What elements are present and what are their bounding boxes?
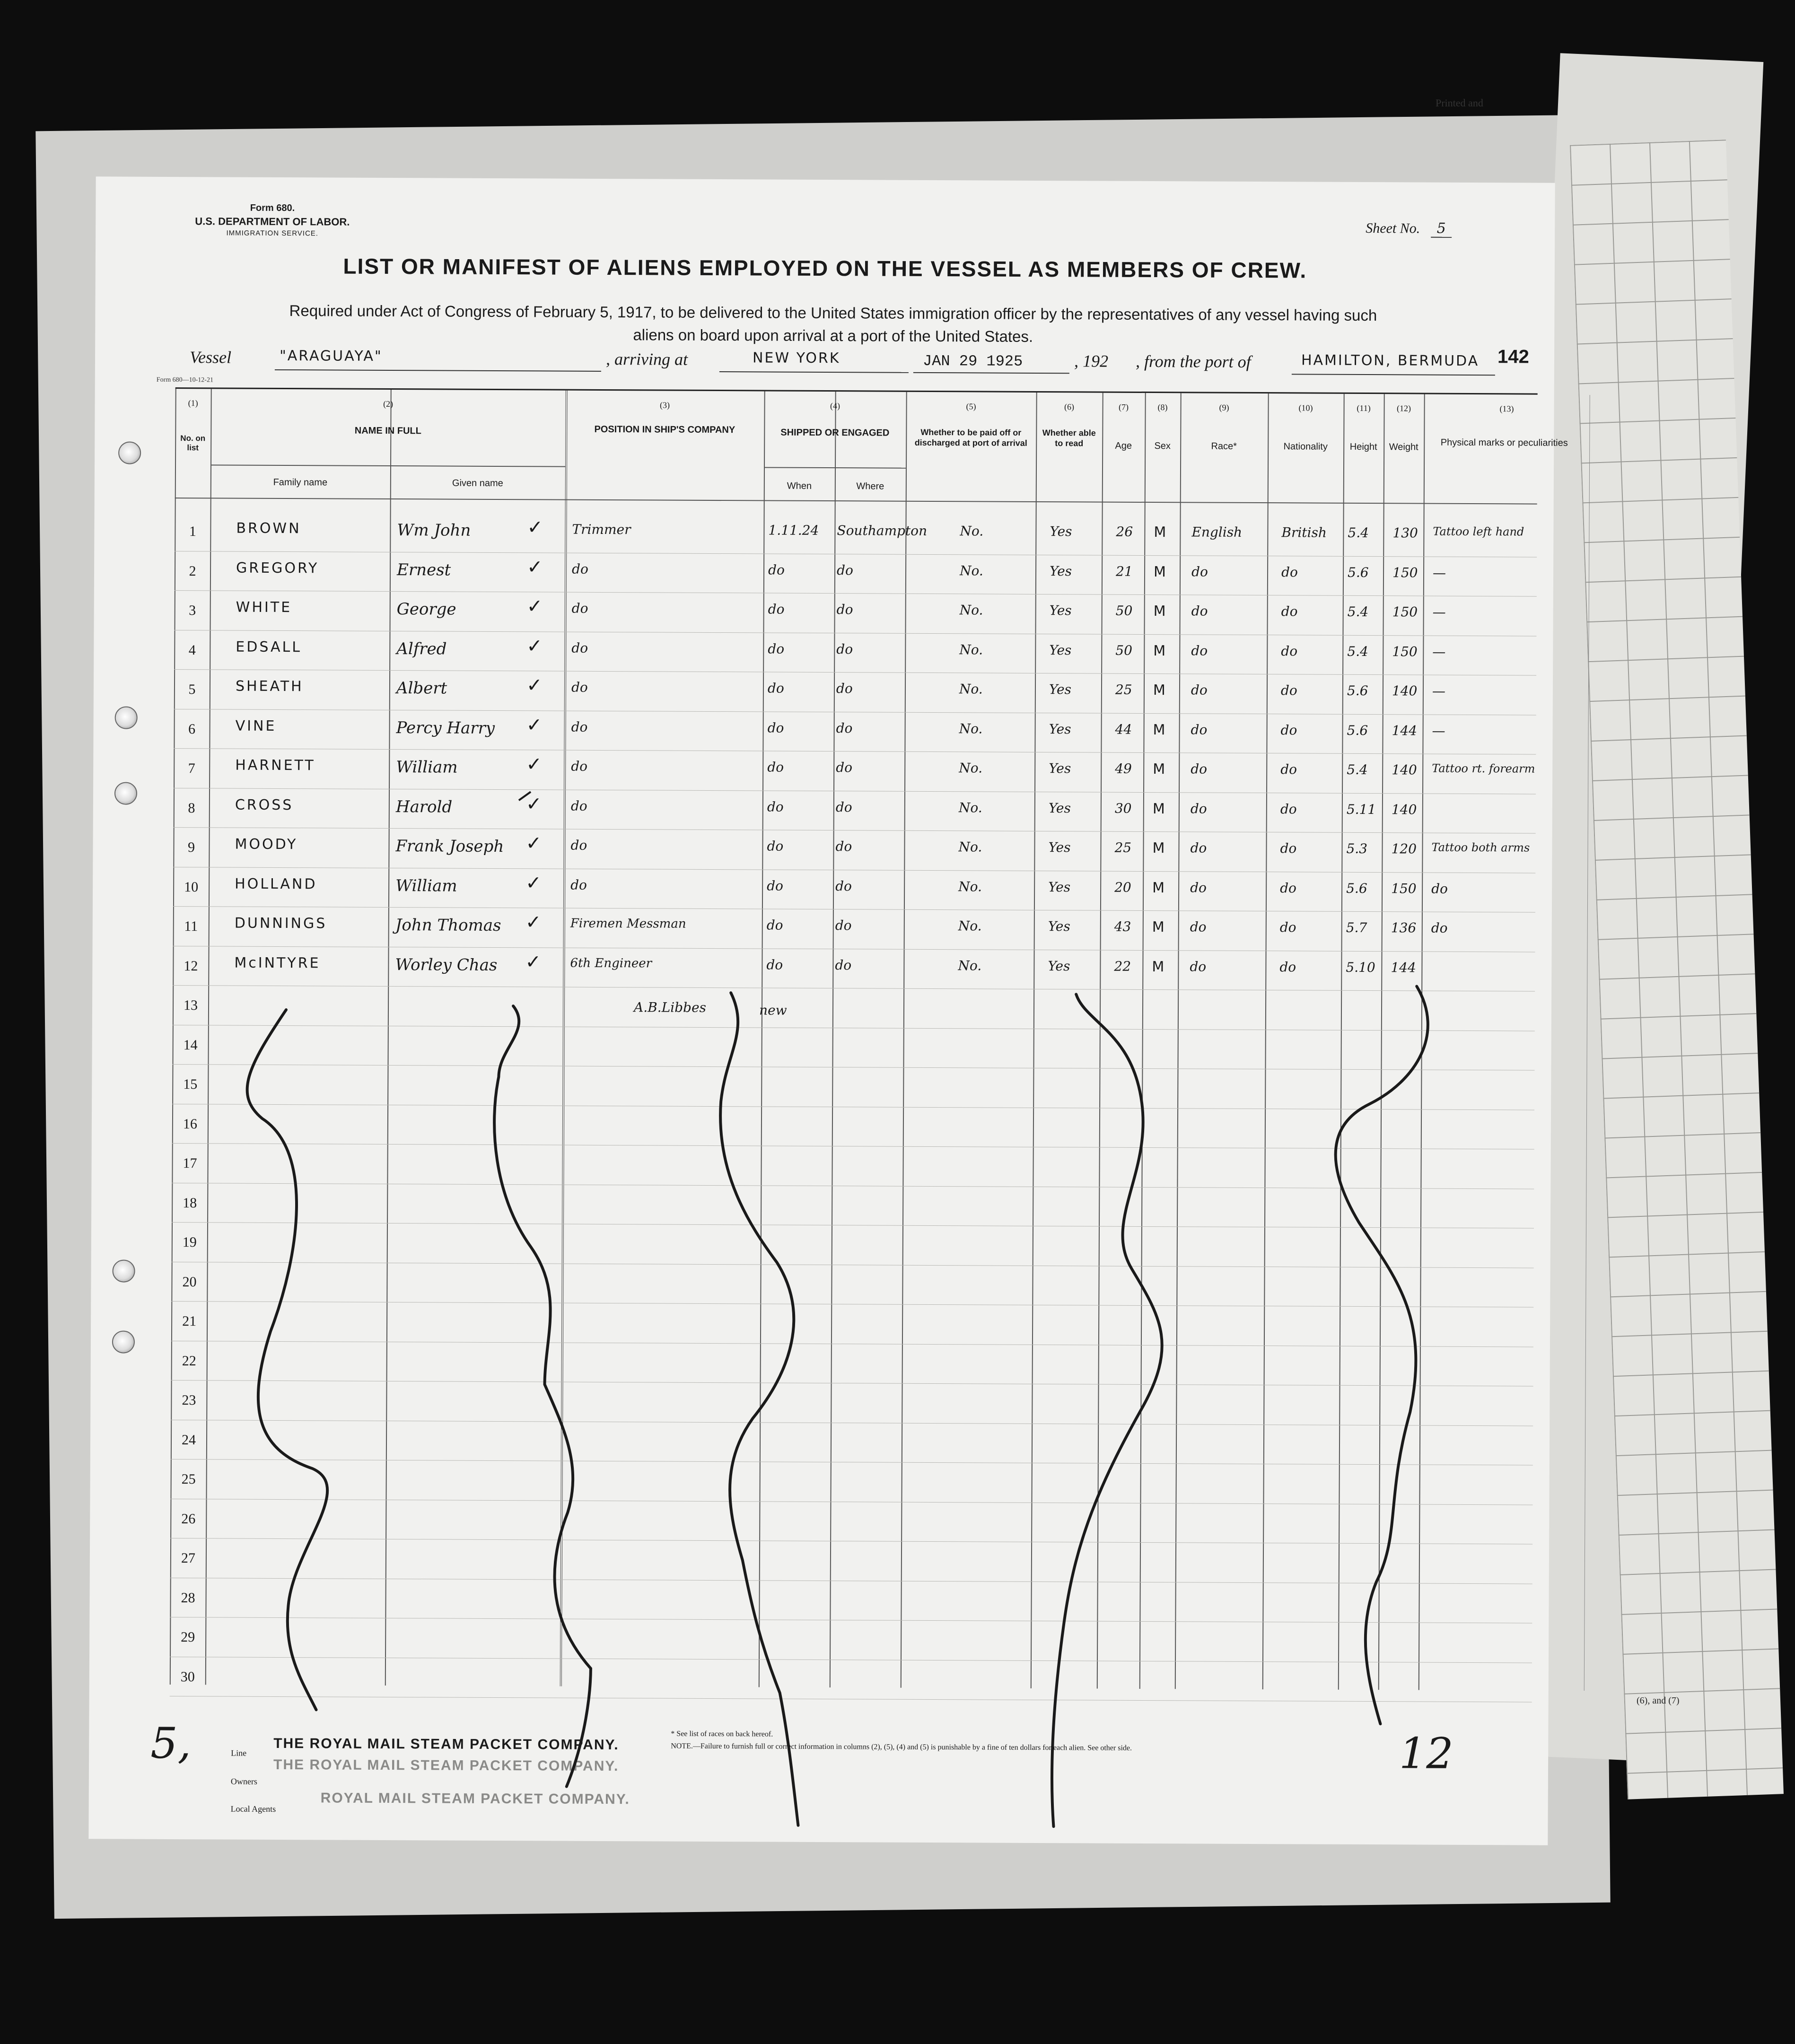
cell-age: 21 bbox=[1115, 563, 1133, 579]
col-head-age: Age bbox=[1115, 440, 1132, 451]
cell-height: 5.10 bbox=[1346, 959, 1375, 975]
cell-nationality: do bbox=[1279, 959, 1296, 975]
cell-height: 5.6 bbox=[1346, 880, 1367, 896]
line-value: THE ROYAL MAIL STEAM PACKET COMPANY. bbox=[273, 1735, 619, 1753]
row-number: 5 bbox=[188, 681, 196, 698]
cell-read: Yes bbox=[1048, 839, 1071, 856]
col-num-4: (4) bbox=[830, 401, 841, 411]
cell-sex: M bbox=[1153, 603, 1168, 620]
row-number: 19 bbox=[182, 1234, 197, 1250]
from-label: , from the port of bbox=[1135, 351, 1251, 371]
cell-position: do bbox=[570, 877, 587, 893]
cell-marks: Tattoo rt. forearm bbox=[1432, 761, 1535, 776]
row-number: 20 bbox=[182, 1274, 197, 1290]
cell-read: Yes bbox=[1049, 721, 1071, 737]
col-head-where: Where bbox=[856, 481, 884, 492]
agents-value: ROYAL MAIL STEAM PACKET COMPANY. bbox=[320, 1790, 630, 1808]
cell-nationality: do bbox=[1280, 682, 1297, 699]
row-number: 16 bbox=[183, 1116, 198, 1132]
cell-paid-off: No. bbox=[959, 602, 983, 618]
col-head-height: Height bbox=[1349, 441, 1377, 453]
cell-given: John Thomas bbox=[395, 916, 501, 935]
row-number: 21 bbox=[182, 1313, 197, 1329]
cell-read: Yes bbox=[1049, 760, 1071, 777]
agents-label: Local Agents bbox=[230, 1804, 276, 1814]
cell-nationality: do bbox=[1280, 880, 1296, 896]
col-head-given: Given name bbox=[452, 478, 503, 489]
cell-family: DUNNINGS bbox=[234, 915, 327, 932]
row-number: 23 bbox=[182, 1392, 196, 1408]
punch-hole bbox=[115, 706, 138, 729]
cell-weight: 150 bbox=[1392, 564, 1418, 580]
hand-mark-right: 12 bbox=[1399, 1729, 1454, 1779]
row-number: 7 bbox=[188, 760, 195, 777]
cell-nationality: do bbox=[1281, 603, 1298, 620]
cell-race: do bbox=[1190, 879, 1207, 896]
cell-paid-off: No. bbox=[958, 878, 982, 894]
cell-marks: — bbox=[1432, 723, 1445, 739]
col-head-marks: Physical marks or peculiarities bbox=[1440, 437, 1568, 448]
subtitle-line-2: aliens on board upon arrival at a port of the United States. bbox=[633, 326, 1033, 345]
cell-where: do bbox=[835, 957, 852, 973]
row-number: 27 bbox=[181, 1550, 196, 1566]
cell-given: Wm John bbox=[397, 521, 471, 540]
hand-mark-left: 5, bbox=[150, 1718, 192, 1769]
cell-where: do bbox=[836, 681, 853, 697]
cell-marks: — bbox=[1432, 604, 1446, 620]
cancel-line-scribbles bbox=[88, 176, 1555, 1845]
row-number: 9 bbox=[187, 839, 195, 856]
cell-sex: M bbox=[1152, 919, 1166, 936]
cell-where: do bbox=[836, 562, 853, 578]
cell-paid-off: No. bbox=[960, 523, 984, 539]
check-mark-icon: ✓ bbox=[525, 872, 542, 894]
cell-where: Southampton bbox=[837, 523, 928, 539]
row-number: 26 bbox=[181, 1511, 196, 1527]
cell-read: Yes bbox=[1049, 563, 1072, 579]
cell-weight: 130 bbox=[1392, 525, 1418, 541]
cell-height: 5.4 bbox=[1347, 603, 1369, 620]
cell-race: do bbox=[1191, 682, 1208, 698]
col-num-10: (10) bbox=[1298, 403, 1313, 413]
cell-position: do bbox=[571, 600, 588, 616]
cell-when: do bbox=[767, 680, 784, 696]
row-number: 6 bbox=[188, 721, 196, 737]
cell-nationality: do bbox=[1280, 761, 1297, 777]
cell-marks: do bbox=[1431, 920, 1448, 936]
cell-race: do bbox=[1191, 721, 1208, 738]
row-number: 29 bbox=[181, 1629, 195, 1645]
cell-sex: M bbox=[1152, 800, 1167, 817]
cell-race: do bbox=[1190, 919, 1207, 935]
cell-paid-off: No. bbox=[958, 799, 982, 815]
cell-when: do bbox=[767, 798, 784, 815]
annotation-signature: A.B.Libbes bbox=[633, 999, 707, 1015]
cell-where: do bbox=[836, 641, 853, 657]
cell-race: do bbox=[1190, 840, 1207, 856]
row-number: 12 bbox=[184, 958, 198, 974]
cell-paid-off: No. bbox=[958, 957, 982, 973]
crew-manifest-form bbox=[88, 176, 1568, 1845]
row-number: 13 bbox=[183, 997, 198, 1013]
cell-where: do bbox=[835, 839, 852, 855]
cell-when: do bbox=[766, 917, 783, 933]
cell-sex: M bbox=[1153, 642, 1168, 659]
cell-weight: 140 bbox=[1391, 801, 1417, 817]
col-head-family: Family name bbox=[273, 477, 328, 488]
form-code: Form 680—10-12-21 bbox=[156, 376, 214, 384]
cell-paid-off: No. bbox=[958, 918, 982, 934]
corner-printed-text: Printed and bbox=[1436, 97, 1483, 109]
cell-race: do bbox=[1191, 642, 1208, 659]
col-head-shipped: SHIPPED OR ENGAGED bbox=[780, 427, 890, 438]
cell-sex: M bbox=[1153, 682, 1167, 699]
cell-height: 5.3 bbox=[1346, 840, 1368, 857]
row-number: 15 bbox=[183, 1076, 198, 1092]
sheet-value: 5 bbox=[1431, 220, 1452, 238]
cell-age: 50 bbox=[1115, 603, 1133, 619]
row-number: 17 bbox=[183, 1155, 197, 1171]
cell-nationality: do bbox=[1281, 564, 1298, 580]
col-num-6: (6) bbox=[1064, 402, 1075, 412]
cell-when: do bbox=[768, 561, 785, 578]
cell-where: do bbox=[836, 760, 853, 776]
cell-when: do bbox=[767, 877, 784, 894]
cell-family: WHITE bbox=[236, 599, 292, 616]
cell-sex: M bbox=[1153, 721, 1167, 738]
cell-where: do bbox=[836, 602, 853, 618]
cell-when: do bbox=[768, 601, 785, 617]
col-head-paid-off: Whether to be paid off or discharged at port of arrival bbox=[914, 427, 1027, 448]
col-head-no: No. on list bbox=[180, 434, 206, 453]
cell-race: English bbox=[1191, 524, 1243, 540]
cell-family: McINTYRE bbox=[234, 954, 321, 971]
annotation-new: new bbox=[759, 1002, 787, 1018]
cell-position: do bbox=[571, 640, 588, 656]
arriving-port: NEW YORK bbox=[752, 349, 841, 367]
cell-when: do bbox=[767, 719, 784, 736]
cell-when: do bbox=[767, 838, 784, 854]
row-number: 11 bbox=[184, 918, 198, 935]
cell-paid-off: No. bbox=[959, 562, 983, 578]
service-name: IMMIGRATION SERVICE. bbox=[226, 229, 319, 238]
punch-hole bbox=[112, 1259, 135, 1282]
cell-race: do bbox=[1190, 958, 1207, 975]
cell-family: GREGORY bbox=[236, 559, 319, 577]
cell-where: do bbox=[836, 720, 853, 736]
cell-paid-off: No. bbox=[959, 720, 983, 736]
cell-weight: 144 bbox=[1392, 722, 1418, 738]
cell-weight: 150 bbox=[1392, 643, 1418, 659]
form-number: Form 680. bbox=[250, 202, 295, 214]
cell-nationality: British bbox=[1281, 524, 1327, 541]
row-number: 24 bbox=[181, 1432, 196, 1448]
year-label: , 192 bbox=[1074, 351, 1109, 371]
check-mark-icon: ✓ bbox=[526, 714, 543, 736]
cell-weight: 150 bbox=[1392, 604, 1418, 620]
cell-race: do bbox=[1191, 603, 1208, 619]
row-number: 4 bbox=[188, 642, 196, 658]
arrival-date-stamp: JAN 29 1925 bbox=[922, 352, 1023, 370]
row-number: 1 bbox=[189, 524, 196, 540]
cell-paid-off: No. bbox=[959, 760, 983, 776]
row-number: 25 bbox=[181, 1471, 196, 1487]
row-number: 3 bbox=[189, 603, 196, 619]
row-number: 18 bbox=[183, 1195, 197, 1211]
cell-read: Yes bbox=[1048, 958, 1070, 974]
cell-position: 6th Engineer bbox=[570, 956, 652, 970]
cell-marks: do bbox=[1431, 881, 1448, 897]
cell-position: do bbox=[570, 798, 587, 814]
cell-height: 5.6 bbox=[1347, 564, 1369, 580]
col-num-3: (3) bbox=[660, 400, 670, 410]
row-number: 28 bbox=[181, 1590, 195, 1606]
cell-sex: M bbox=[1152, 879, 1167, 896]
cell-given: Harold bbox=[395, 797, 453, 817]
cell-where: do bbox=[835, 917, 852, 934]
cell-height: 5.6 bbox=[1347, 722, 1368, 738]
punch-hole bbox=[112, 1330, 135, 1353]
cell-family: CROSS bbox=[235, 796, 294, 813]
owners-label: Owners bbox=[230, 1776, 257, 1786]
cell-when: do bbox=[768, 640, 785, 657]
cell-position: do bbox=[571, 719, 588, 735]
cell-height: 5.4 bbox=[1348, 524, 1369, 541]
col-head-read: Whether able to read bbox=[1042, 428, 1096, 448]
cell-family: EDSALL bbox=[236, 638, 302, 655]
edge-note: (6), and (7) bbox=[1637, 1695, 1680, 1706]
cell-position: do bbox=[572, 561, 588, 577]
page-number: 142 bbox=[1497, 346, 1529, 367]
cell-when: do bbox=[766, 956, 783, 973]
cell-given: Albert bbox=[396, 679, 447, 698]
col-head-position: POSITION IN SHIP'S COMPANY bbox=[594, 424, 736, 436]
check-mark-icon: ✓ bbox=[525, 951, 542, 973]
cell-weight: 140 bbox=[1392, 762, 1417, 778]
cell-age: 44 bbox=[1115, 721, 1132, 737]
cell-family: SHEATH bbox=[235, 678, 304, 695]
form-title: LIST OR MANIFEST OF ALIENS EMPLOYED ON THE VESSEL AS MEMBERS OF CREW. bbox=[343, 253, 1307, 283]
from-port: HAMILTON, BERMUDA bbox=[1301, 352, 1480, 370]
cell-given: Frank Joseph bbox=[395, 837, 504, 856]
cell-marks: — bbox=[1432, 683, 1446, 699]
line-label: Line bbox=[231, 1748, 247, 1758]
cell-weight: 140 bbox=[1392, 683, 1418, 699]
arriving-label: , arriving at bbox=[605, 349, 688, 369]
cell-nationality: do bbox=[1280, 722, 1297, 738]
cell-sex: M bbox=[1154, 524, 1168, 541]
cell-given: Ernest bbox=[396, 560, 451, 580]
owners-value: THE ROYAL MAIL STEAM PACKET COMPANY. bbox=[273, 1756, 619, 1774]
col-num-5: (5) bbox=[966, 402, 976, 411]
cell-weight: 136 bbox=[1391, 920, 1417, 936]
cell-marks: Tattoo both arms bbox=[1431, 840, 1530, 855]
cell-weight: 120 bbox=[1391, 841, 1417, 857]
check-mark-icon: ✓ bbox=[526, 674, 543, 697]
cell-age: 20 bbox=[1114, 879, 1131, 895]
cell-family: MOODY bbox=[235, 836, 298, 853]
department-name: U.S. DEPARTMENT OF LABOR. bbox=[195, 215, 350, 228]
cell-marks: — bbox=[1432, 644, 1446, 660]
cell-sex: M bbox=[1153, 761, 1167, 778]
cell-family: HARNETT bbox=[235, 757, 315, 774]
cell-read: Yes bbox=[1050, 524, 1072, 540]
row-number: 2 bbox=[189, 563, 196, 579]
cell-age: 26 bbox=[1116, 524, 1133, 540]
check-mark-icon: ✓ bbox=[526, 595, 543, 618]
cell-where: do bbox=[835, 878, 852, 894]
vessel-label: Vessel bbox=[189, 348, 232, 367]
col-head-sex: Sex bbox=[1154, 441, 1171, 452]
col-head-name: NAME IN FULL bbox=[354, 425, 421, 437]
cell-age: 30 bbox=[1114, 800, 1132, 816]
cell-paid-off: No. bbox=[959, 641, 983, 657]
row-number: 8 bbox=[188, 800, 195, 816]
cell-age: 49 bbox=[1115, 760, 1132, 777]
cell-race: do bbox=[1191, 761, 1208, 777]
cell-age: 43 bbox=[1114, 918, 1131, 935]
cell-given: William bbox=[396, 758, 458, 777]
col-num-11: (11) bbox=[1357, 403, 1371, 413]
cell-nationality: do bbox=[1280, 801, 1297, 817]
cell-family: HOLLAND bbox=[235, 875, 317, 892]
cell-read: Yes bbox=[1049, 681, 1072, 698]
sheet-label: Sheet No. bbox=[1366, 220, 1420, 236]
col-num-12: (12) bbox=[1397, 403, 1411, 413]
cell-read: Yes bbox=[1049, 603, 1072, 619]
race-note: * See list of races on back hereof. bbox=[671, 1730, 773, 1738]
cell-given: Worley Chas bbox=[395, 955, 498, 975]
cell-position: Firemen Messman bbox=[570, 916, 686, 931]
row-number: 22 bbox=[182, 1353, 196, 1369]
cell-nationality: do bbox=[1281, 643, 1298, 659]
check-mark-icon: ✓ bbox=[527, 516, 543, 539]
row-number: 10 bbox=[184, 879, 199, 895]
cell-height: 5.4 bbox=[1347, 761, 1368, 778]
row-number: 30 bbox=[180, 1668, 195, 1685]
cell-given: George bbox=[396, 600, 456, 619]
cell-position: Trimmer bbox=[572, 521, 631, 538]
punch-hole bbox=[118, 441, 141, 464]
cell-age: 50 bbox=[1115, 642, 1133, 658]
col-num-8: (8) bbox=[1157, 402, 1168, 412]
cell-paid-off: No. bbox=[959, 681, 983, 697]
col-num-1: (1) bbox=[188, 398, 198, 408]
cell-race: do bbox=[1190, 800, 1207, 817]
cell-family: BROWN bbox=[236, 520, 301, 537]
subtitle-line-1: Required under Act of Congress of February 5, 1917, to be delivered to the United States immigration officer by the representatives of any vessel having such bbox=[289, 302, 1377, 324]
cell-given: William bbox=[395, 876, 457, 896]
col-head-weight: Weight bbox=[1389, 442, 1418, 453]
cell-marks: — bbox=[1432, 565, 1446, 581]
check-mark-icon: ✓ bbox=[525, 832, 542, 855]
penalty-note: NOTE.—Failure to furnish full or correct information in columns (2), (5), (4) and (5) is punishable by a fine of ten dollars for each alien. See other side. bbox=[671, 1742, 1132, 1752]
check-mark-icon: ✓ bbox=[525, 911, 542, 934]
cell-paid-off: No. bbox=[958, 839, 982, 855]
col-head-when: When bbox=[787, 480, 812, 491]
cell-height: 5.11 bbox=[1346, 801, 1376, 817]
cell-read: Yes bbox=[1048, 879, 1071, 895]
cell-race: do bbox=[1191, 563, 1208, 580]
col-num-13: (13) bbox=[1499, 404, 1514, 414]
cell-marks: Tattoo left hand bbox=[1433, 524, 1524, 539]
col-num-2: (2) bbox=[383, 399, 394, 409]
cell-position: do bbox=[570, 837, 587, 853]
cell-age: 22 bbox=[1114, 958, 1131, 974]
cell-height: 5.6 bbox=[1347, 682, 1368, 699]
cell-family: VINE bbox=[235, 717, 277, 734]
check-mark-icon: ✓ bbox=[526, 556, 543, 578]
col-head-race: Race* bbox=[1211, 441, 1237, 452]
cell-read: Yes bbox=[1048, 918, 1070, 935]
cell-position: do bbox=[571, 679, 588, 695]
cell-age: 25 bbox=[1114, 839, 1132, 856]
cell-nationality: do bbox=[1279, 919, 1296, 935]
cell-when: 1.11.24 bbox=[768, 522, 819, 538]
cell-age: 25 bbox=[1115, 681, 1132, 698]
row-number: 14 bbox=[183, 1037, 198, 1053]
vessel-name: "ARAGUAYA" bbox=[279, 347, 383, 365]
cell-sex: M bbox=[1153, 563, 1168, 580]
cell-when: do bbox=[767, 759, 784, 775]
cell-height: 5.7 bbox=[1346, 919, 1367, 936]
col-head-nationality: Nationality bbox=[1283, 441, 1328, 452]
col-num-9: (9) bbox=[1219, 402, 1229, 412]
cell-read: Yes bbox=[1048, 800, 1071, 816]
cell-position: do bbox=[571, 758, 588, 774]
cell-given: Alfred bbox=[396, 639, 447, 659]
cell-height: 5.4 bbox=[1347, 643, 1368, 659]
cell-nationality: do bbox=[1280, 840, 1297, 856]
check-mark-icon: ✓ bbox=[526, 753, 542, 776]
punch-hole bbox=[114, 782, 137, 804]
cell-weight: 144 bbox=[1391, 959, 1416, 975]
check-mark-icon: ✓ bbox=[526, 635, 543, 657]
cell-sex: M bbox=[1152, 840, 1167, 857]
check-mark-icon: ✓ bbox=[525, 793, 542, 815]
cell-sex: M bbox=[1152, 958, 1166, 975]
cell-read: Yes bbox=[1049, 642, 1072, 658]
col-num-7: (7) bbox=[1119, 402, 1129, 412]
cell-given: Percy Harry bbox=[396, 718, 495, 738]
cell-where: do bbox=[835, 799, 852, 815]
cell-weight: 150 bbox=[1391, 880, 1417, 896]
